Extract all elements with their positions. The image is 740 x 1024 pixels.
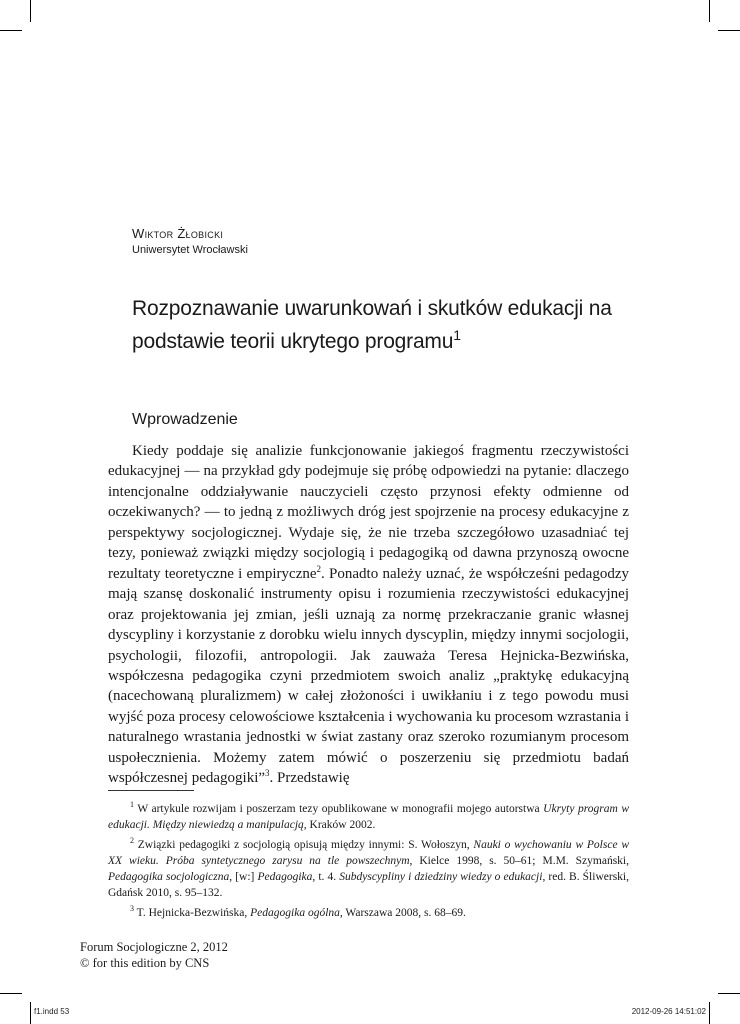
crop-mark bbox=[709, 0, 710, 22]
journal-name: Forum Socjologiczne 2, 2012 bbox=[80, 940, 228, 954]
crop-mark bbox=[30, 0, 31, 22]
footnote-1 bbox=[108, 797, 629, 833]
crop-mark bbox=[718, 30, 740, 31]
footnote-mark: 3 bbox=[130, 903, 134, 913]
author-name: Wiktor Żłobicki bbox=[132, 226, 224, 241]
body-text-part2: . Ponadto należy uznać, że współcześni pedagodzy mają szansę doskonalić instrumenty opisu i rozumienia rzeczywistości edukacyjnej oraz projektowania jej zmian, jeśli uznają za normę przekraczanie granic własnej dyscypliny i korzystanie z dorobku wielu innych dyscyplin, między innymi socjologii, psychologii, filozofii, antropologii. Jak zauważa Teresa Hejnicka-Bezwińska, współczesna pedagogika czyni przedmiotem swoich analiz „praktykę edukacyjną (nacechowaną pluralizmem) w całej złożoności i uwikłaniu i z tego powodu musi wyjść poza procesy celowościowe kształcenia i wychowania ku procesom wzrastania i naturalnego wrastania jednostki w świat zastany oraz szeroko rozumianym procesom uspołecznienia. Możemy zatem mówić o poszerzeniu się przedmiotu badań współczesnej pedagogiki” bbox=[108, 565, 629, 787]
body-text-part1: Kiedy poddaje się analizie funkcjonowanie jakiegoś fragmentu rzeczywistości edukacyjnej — na przykład gdy podejmuje się próbę odpowiedzi na pytanie: dlaczego intencjonalne oddziaływanie nauczycieli często przynosi efekty odmienne od oczekiwanych? — to jedną z możliwych dróg jest spojrzenie na procesy edukacyjne z perspektywy socjologicznej. Wydaje się, że nie trzeba szczegółowo uzasadniać tej tezy, ponieważ związki między socjologią i pedagogiką od dawna przynoszą owocne rezultaty teoretyczne i empiryczne bbox=[108, 443, 629, 582]
footnote-ref-3: 3 bbox=[265, 768, 270, 779]
footnote-title: Pedagogika bbox=[257, 870, 313, 883]
footnote-text: Związki pedagogiki z socjologią opisują między innymi: S. Wołoszyn, bbox=[134, 838, 474, 851]
author-affiliation: Uniwersytet Wrocławski bbox=[132, 244, 248, 256]
copyright-line: © for this edition by CNS bbox=[80, 956, 210, 970]
footnote-title: Ukryty program w edukacji. Między niewiedzą a manipulacją bbox=[108, 802, 629, 831]
footnote-mark: 1 bbox=[130, 800, 134, 809]
crop-mark bbox=[30, 1002, 31, 1024]
footnote-text: W artykule rozwijam i poszerzam tezy opublikowane w monografii mojego autorstwa bbox=[134, 802, 544, 815]
body-paragraph bbox=[108, 441, 629, 789]
footnote-text: T. Hejnicka-Bezwińska, bbox=[134, 906, 251, 919]
footnote-title: Subdyscypliny i dziedziny wiedzy o edukacji bbox=[339, 870, 543, 883]
footnote-text: , Kraków 2002. bbox=[303, 818, 376, 831]
section-heading: Wprowadzenie bbox=[132, 411, 238, 428]
footnote-2 bbox=[108, 833, 629, 901]
crop-mark bbox=[718, 993, 740, 994]
crop-mark bbox=[709, 1002, 710, 1024]
footnotes bbox=[108, 797, 629, 920]
footnote-mark: 2 bbox=[130, 835, 134, 845]
crop-mark bbox=[0, 993, 22, 994]
footnote-title: Nauki o wychowaniu w Polsce w XX wieku. Próba syntetycznego zarysu na tle powszechnym bbox=[108, 838, 629, 867]
footnote-separator bbox=[108, 790, 194, 791]
title-footnote-ref: 1 bbox=[453, 327, 461, 343]
footnote-text: , [w:] bbox=[229, 870, 258, 883]
body-text-part3: . Przedstawię bbox=[269, 770, 350, 787]
footnote-text: , Warszawa 2008, s. 68–69. bbox=[339, 906, 466, 919]
crop-mark bbox=[0, 30, 22, 31]
title-text: Rozpoznawanie uwarunkowań i skutków edukacji na podstawie teorii ukrytego programu bbox=[132, 297, 612, 353]
footnote-title: Pedagogika socjologiczna bbox=[108, 870, 230, 883]
article-title bbox=[132, 296, 652, 355]
footnote-text: , Kielce 1998, s. 50–61; M.M. Szymański, bbox=[409, 854, 629, 867]
slug-timestamp: 2012-09-26 14:51:02 bbox=[631, 1007, 706, 1016]
footnote-3 bbox=[108, 901, 629, 921]
journal-info bbox=[80, 939, 228, 971]
footnote-ref-2: 2 bbox=[316, 563, 322, 574]
footnote-text: , red. B. Śliwerski, Gdańsk 2010, s. 95–132. bbox=[108, 870, 629, 899]
footnote-title: Pedagogika ogólna bbox=[250, 906, 340, 919]
footnote-text: , t. 4. bbox=[312, 870, 340, 883]
slug-filename: f1.indd 53 bbox=[34, 1007, 70, 1016]
